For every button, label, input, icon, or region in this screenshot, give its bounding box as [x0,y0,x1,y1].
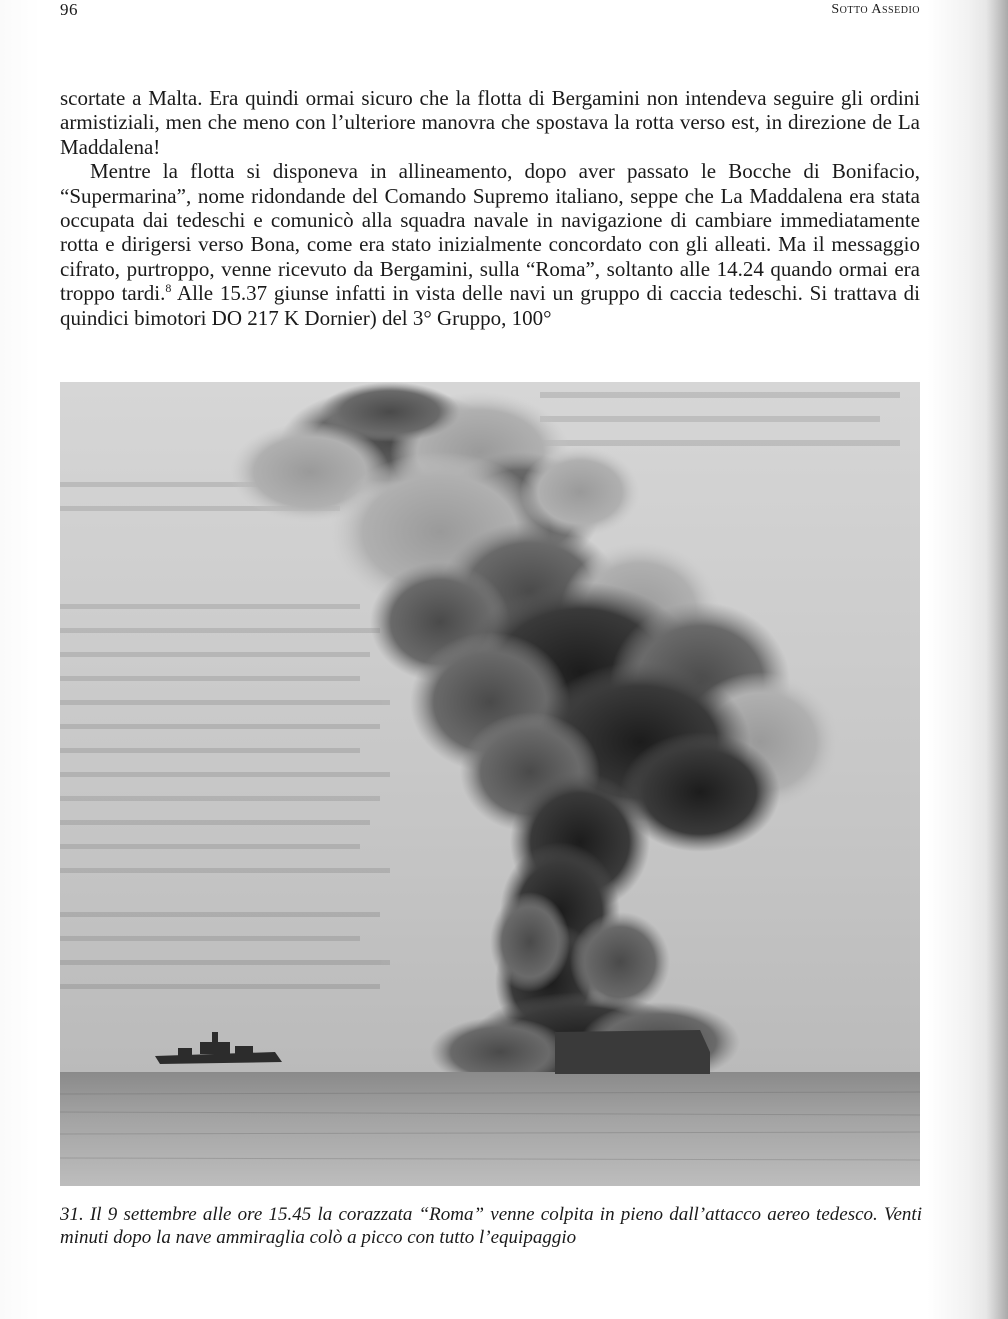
paragraph-2 [60,159,920,330]
figure-caption [60,1203,922,1249]
battleship-hull [555,1030,710,1074]
sea [60,1072,920,1186]
page-number: 96 [60,0,78,19]
running-head: Sotto Assedio [831,2,920,17]
page-edge-shadow [986,0,1008,1319]
paragraph-1: scortate a Malta. Era quindi ormai sicuro che la flotta di Bergamini non intendeva seguire gli ordini armistiziali, men che meno con l’ulteriore manovra che spostava la rotta verso est, in direzione de La Maddalena! [60,86,920,159]
paragraph-2-text-b: Alle 15.37 giunse infatti in vista delle navi un gruppo di caccia tedeschi. Si trattava di quindici bimotori DO 217 K Dornier) del 3° Gruppo, 100° [60,281,920,330]
footnote-reference: 8 [165,281,172,296]
caption-text: 31. Il 9 settembre alle ore 15.45 la corazzata “Roma” venne colpita in pieno dall’attacco aereo tedesco. Venti minuti dopo la nave ammiraglia colò a picco con tutto l’equipaggio [60,1204,922,1248]
photo-illustration [60,382,920,1186]
paragraph-2-text-a: Mentre la flotta si disponeva in allineamento, dopo aver passato le Bocche di Bonifacio, “Supermarina”, nome ridondande del Comando Supremo italiano, seppe che La Maddalena era stata occupata dai tedeschi e comunicò alla squadra navale in navigazione di cambiare immediatamente rotta e dirigersi verso Bona, come era stato inizialmente concordato con gli alleati. Ma il messaggio cifrato, purtroppo, venne ricevuto da Bergamini, sulla “Roma”, soltanto alle 14.24 quando ormai era troppo tardi. [60,159,920,306]
explosion-photograph [60,382,920,1186]
body-text [60,86,920,330]
